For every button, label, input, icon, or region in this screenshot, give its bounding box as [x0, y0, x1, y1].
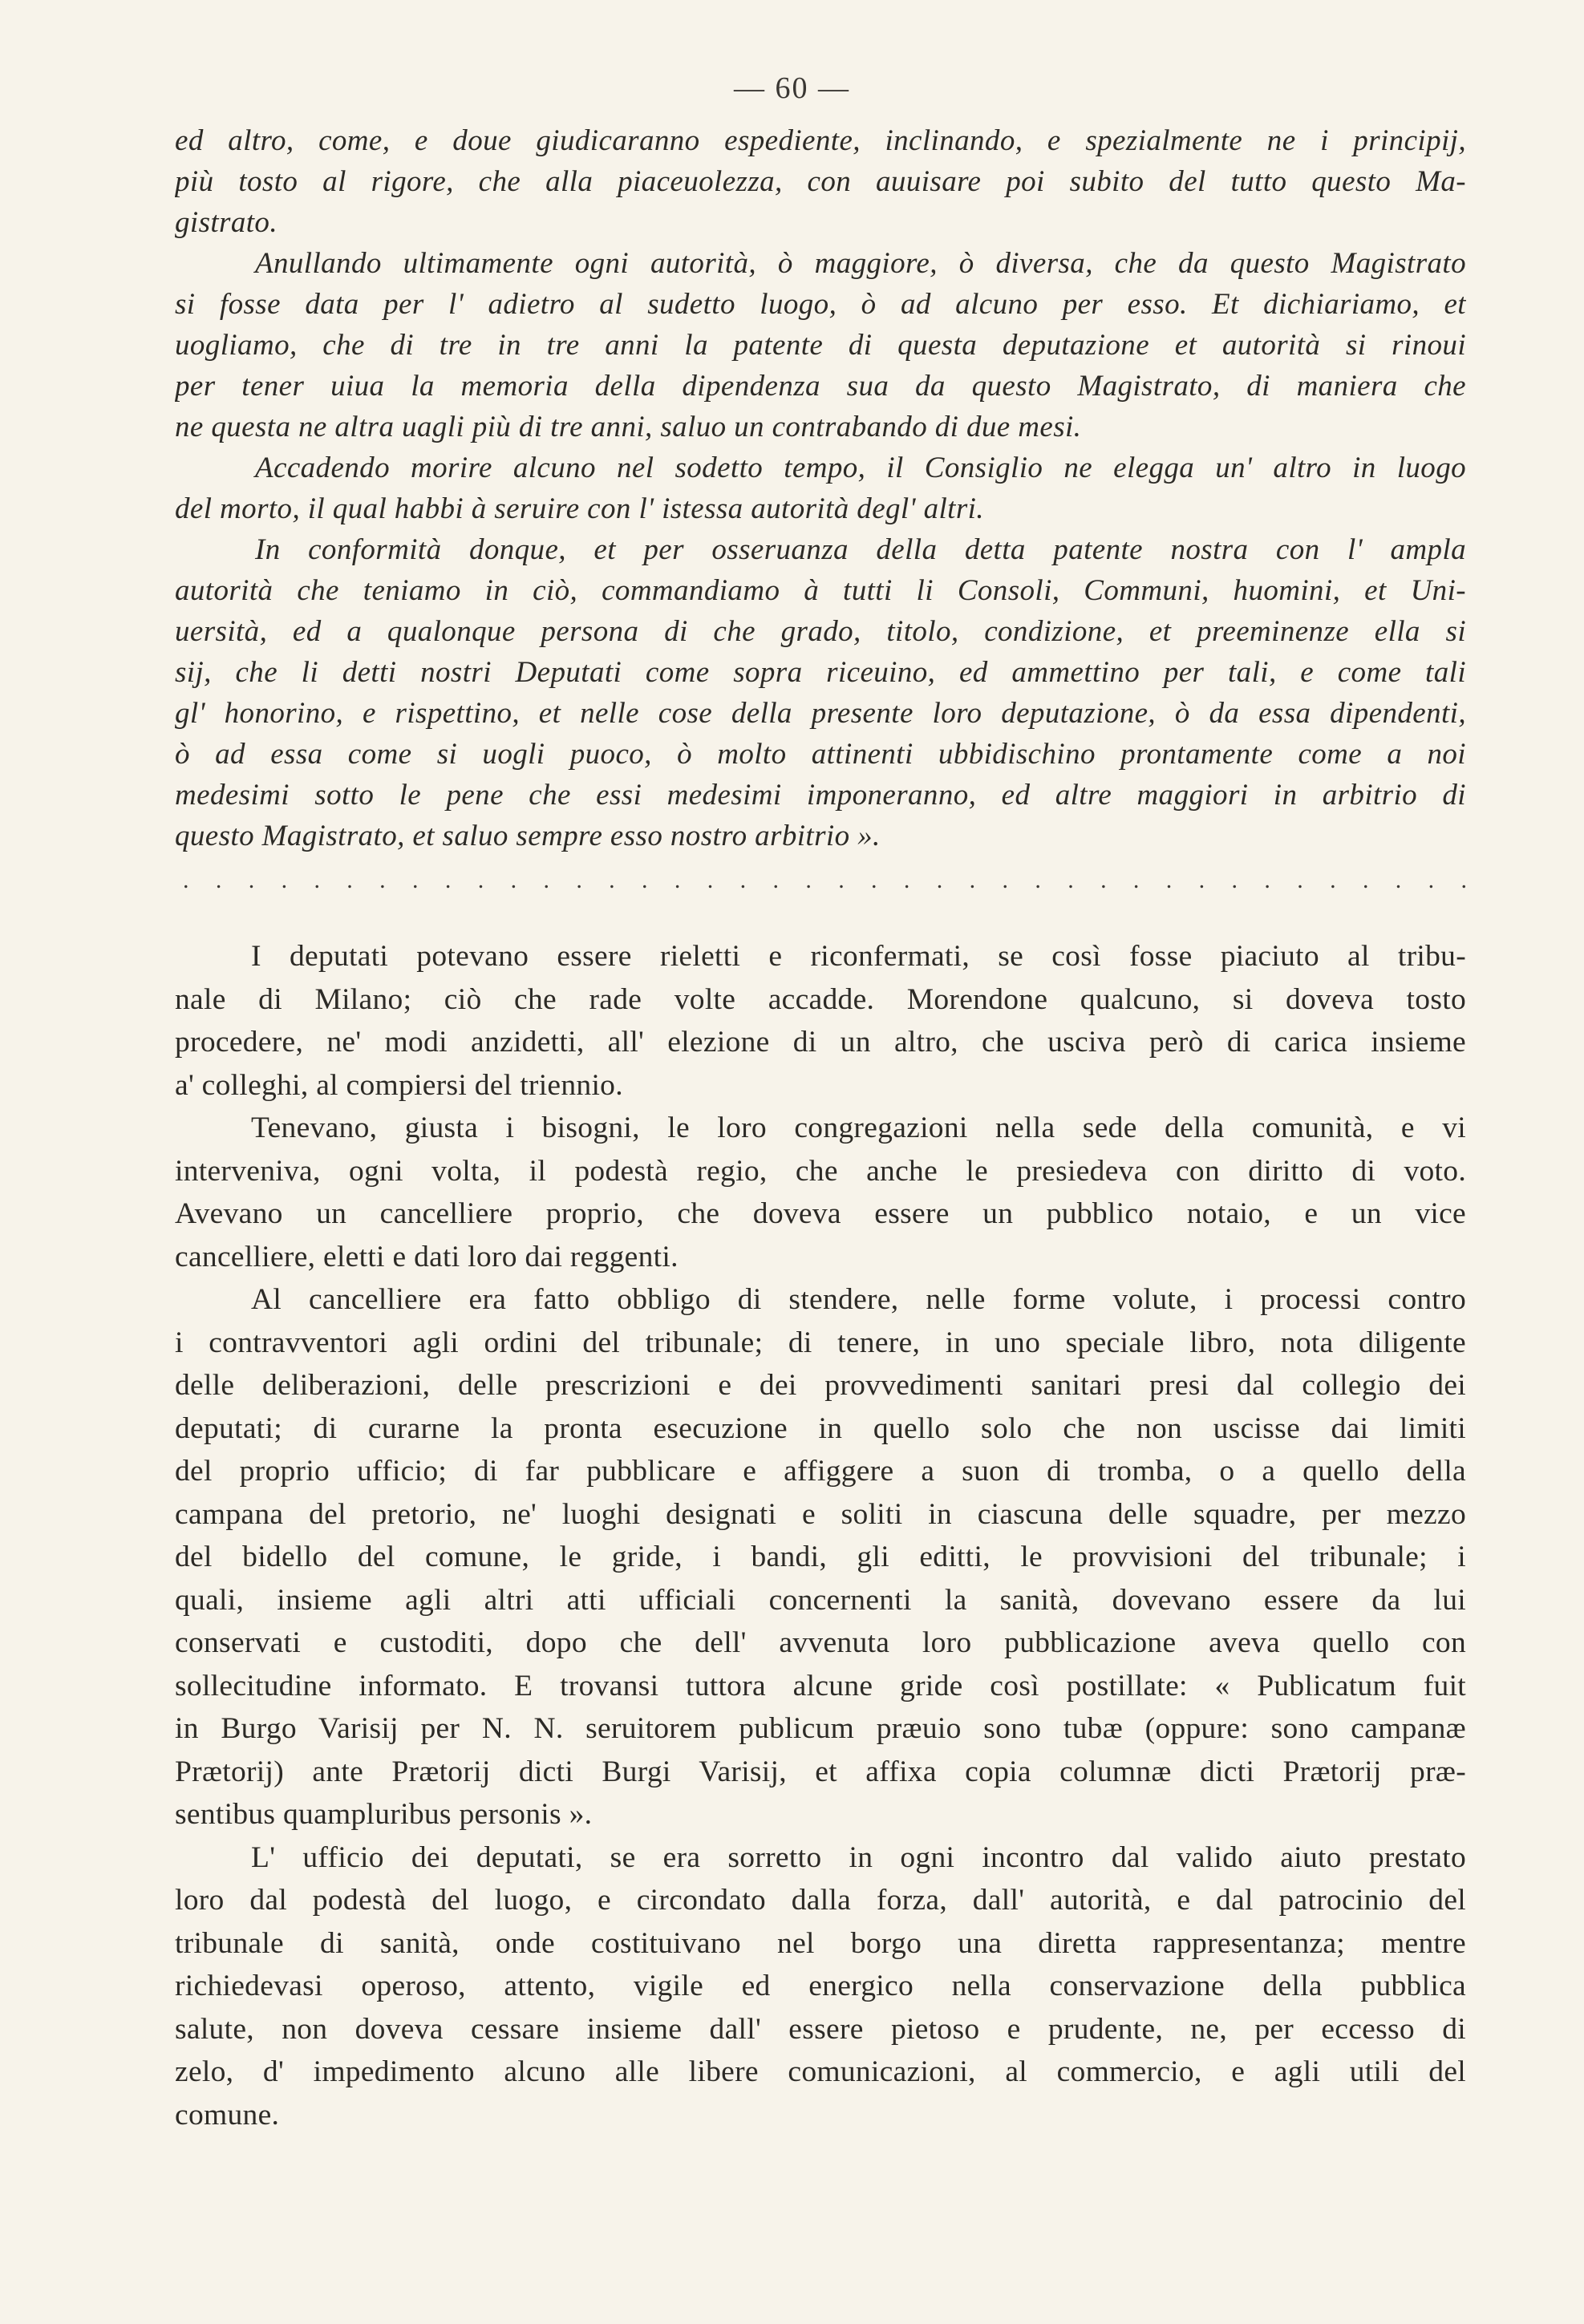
decree-line: uersità, ed a qualonque persona di che grado, titolo, condizione, et preeminenze ella si: [175, 615, 1466, 648]
text-line: richiedevasi operoso, attento, vigile ed energico nella conservazione della pubblica: [175, 1970, 1466, 2002]
text-line: cancelliere, eletti e dati loro dai reggenti.: [175, 1240, 679, 1273]
decree-line: ne questa ne altra uagli più di tre anni, saluo un contrabando di due mesi.: [175, 411, 1082, 443]
text-line: nale di Milano; ciò che rade volte accadde. Morendone qualcuno, si doveva tosto: [175, 982, 1466, 1016]
text-line: deputati; di curarne la pronta esecuzione in quello solo che non uscisse dai limiti: [175, 1411, 1466, 1445]
text-line: conservati e custoditi, dopo che dell' avvenuta loro pubblicazione aveva quello con: [175, 1626, 1466, 1659]
page-body: [175, 120, 1466, 2136]
text-line: a' colleghi, al compiersi del triennio.: [175, 1068, 623, 1102]
text-line: loro dal podestà del luogo, e circondato dalla forza, dall' autorità, e dal patrocinio del: [175, 1884, 1466, 1917]
main-text: [175, 935, 1466, 2136]
decree-line: più tosto al rigore, che alla piaceuolezza, con auuisare poi subito del tutto questo Ma-: [175, 165, 1466, 198]
decree-line: Accadendo morire alcuno nel sodetto tempo, il Consiglio ne elegga un' altro in luogo: [255, 451, 1466, 484]
text-line: Al cancelliere era fatto obbligo di stendere, nelle forme volute, i processi contro: [251, 1283, 1466, 1316]
decree-line: sij, che li detti nostri Deputati come sopra riceuino, ed ammettino per tali, e come tali: [175, 656, 1466, 689]
text-line: procedere, ne' modi anzidetti, all' elezione di un altro, che usciva però di carica insieme: [175, 1026, 1466, 1059]
text-line: comune.: [175, 2098, 280, 2132]
decree-line: del morto, il qual habbi à seruire con l' istessa autorità degl' altri.: [175, 492, 984, 525]
decree-line: gistrato.: [175, 206, 278, 239]
text-line: Avevano un cancelliere proprio, che doveva essere un pubblico notaio, e un vice: [175, 1197, 1466, 1230]
text-line: Tenevano, giusta i bisogni, le loro congregazioni nella sede della comunità, e vi: [251, 1111, 1466, 1144]
text-line: del bidello del comune, le gride, i bandi, gli editti, le provvisioni del tribunale; i: [175, 1541, 1466, 1573]
decree-line: ed altro, come, e doue giudicaranno espediente, inclinando, e spezialmente ne i principij,: [175, 124, 1466, 157]
text-line: sollecitudine informato. E trovansi tuttora alcune gride così postillate: « Publicatum fuit: [175, 1669, 1466, 1703]
text-line: delle deliberazioni, delle prescrizioni e dei provvedimenti sanitari presi dal collegio dei: [175, 1369, 1466, 1402]
text-line: i contravventori agli ordini del tribunale; di tenere, in uno speciale libro, nota diligente: [175, 1326, 1466, 1359]
decree-line: si fosse data per l' adietro al sudetto luogo, ò ad alcuno per esso. Et dichiariamo, et: [175, 288, 1466, 321]
text-line: Prætorij) ante Prætorij dicti Burgi Varisij, et affixa copia columnæ dicti Prætorij præ-: [175, 1755, 1466, 1788]
text-line: quali, insieme agli altri atti ufficiali concernenti la sanità, dovevano essere da lui: [175, 1583, 1466, 1617]
text-line: sentibus quampluribus personis ».: [175, 1798, 593, 1831]
page-number: — 60 —: [734, 71, 850, 105]
decree-line: gl' honorino, e rispettino, et nelle cose della presente loro deputazione, ò da essa dipendenti,: [175, 697, 1466, 730]
decree-quotation: [175, 120, 1466, 856]
decree-line: questo Magistrato, et saluo sempre esso nostro arbitrio ».: [175, 820, 881, 852]
text-line: interveniva, ogni volta, il podestà regio, che anche le presiedeva con diritto di voto.: [175, 1154, 1466, 1188]
text-line: salute, non doveva cessare insieme dall' essere pietoso e prudente, ne, per eccesso di: [175, 2012, 1466, 2046]
decree-line: autorità che teniamo in ciò, commandiamo à tutti li Consoli, Communi, huomini, et Uni-: [175, 574, 1466, 607]
decree-line: per tener uiua la memoria della dipendenza sua da questo Magistrato, di maniera che: [175, 370, 1466, 403]
text-line: in Burgo Varisij per N. N. seruitorem publicum præuio sono tubæ (oppure: sono campanæ: [175, 1712, 1466, 1745]
decree-line: ò ad essa come si uogli puoco, ò molto attinenti ubbidischino prontamente come a noi: [175, 738, 1466, 771]
text-line: campana del pretorio, ne' luoghi designati e soliti in ciascuna delle squadre, per mezzo: [175, 1497, 1466, 1531]
ellipsis-divider: . . . . . . . . . . . . . . . . . . . . . . . . . . . . . . . . . . . . . . . .: [183, 867, 1468, 893]
decree-line: medesimi sotto le pene che essi medesimi imponeranno, ed altre maggiori in arbitrio di: [175, 779, 1466, 812]
text-line: tribunale di sanità, onde costituivano nel borgo una diretta rappresentanza; mentre: [175, 1926, 1466, 1960]
decree-line: Anullando ultimamente ogni autorità, ò maggiore, ò diversa, che da questo Magistrato: [255, 247, 1466, 280]
text-line: del proprio ufficio; di far pubblicare e affiggere a suon di tromba, o a quello della: [175, 1455, 1466, 1488]
text-line: L' ufficio dei deputati, se era sorretto in ogni incontro dal valido aiuto prestato: [251, 1840, 1466, 1874]
decree-line: In conformità donque, et per osseruanza della detta patente nostra con l' ampla: [255, 533, 1466, 566]
text-line: zelo, d' impedimento alcuno alle libere comunicazioni, al commercio, e agli utili del: [175, 2055, 1466, 2088]
text-line: I deputati potevano essere rieletti e riconfermati, se così fosse piaciuto al tribu-: [251, 940, 1466, 973]
decree-line: uogliamo, che di tre in tre anni la patente di questa deputazione et autorità si rinoui: [175, 329, 1466, 362]
